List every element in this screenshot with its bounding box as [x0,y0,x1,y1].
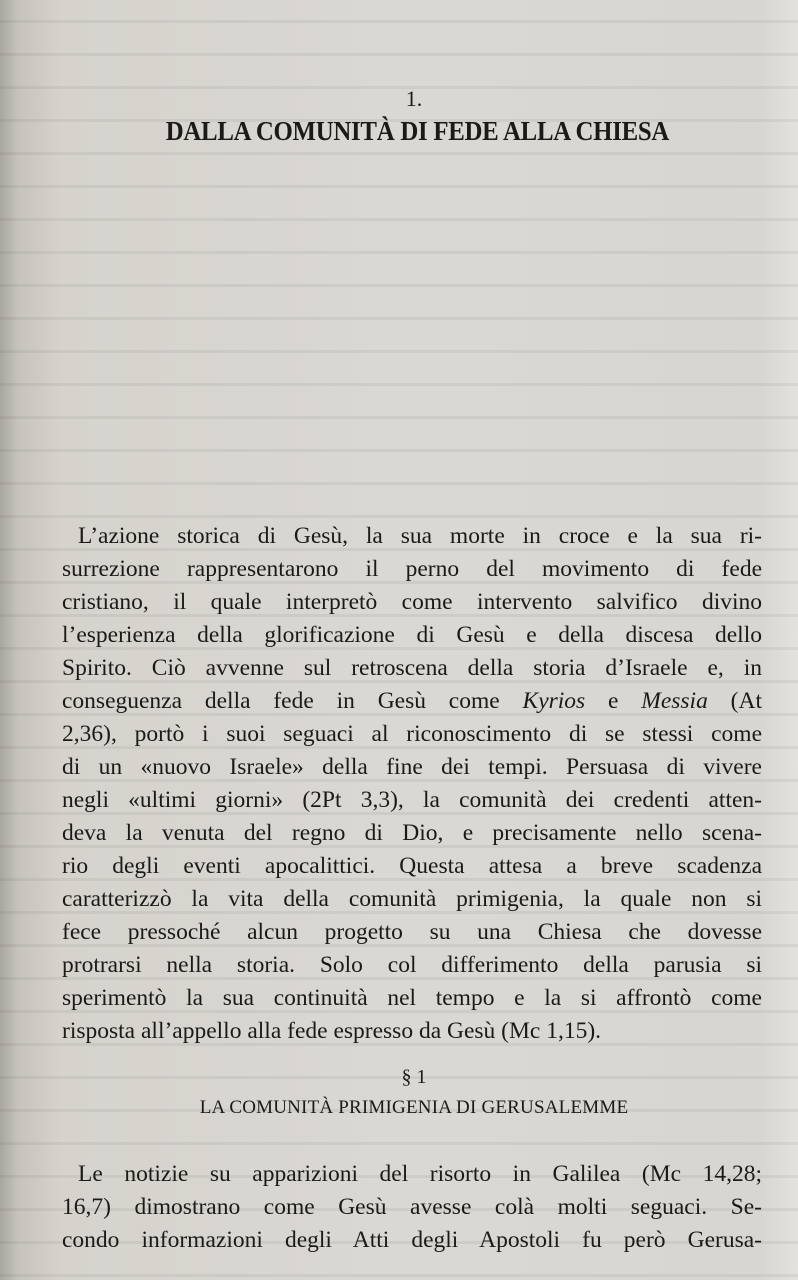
text-line: cristiano, il quale interpretò come intervento salvifico divino [62,589,762,615]
text-line: deva la venuta del regno di Dio, e precisamente nello scena- [62,820,762,846]
text-line: 16,7) dimostrano come Gesù avesse colà molti seguaci. Se- [62,1194,762,1220]
italic-term: Messia [641,688,708,714]
chapter-number: 1. [405,86,423,111]
text-line: rio degli eventi apocalittici. Questa attesa a breve scadenza [62,853,762,879]
section-number: § 1 [401,1066,427,1088]
chapter-title: DALLA COMUNITÀ DI FEDE ALLA CHIESA [165,116,670,146]
text-line: L’azione storica di Gesù, la sua morte in croce e la sua ri- [78,523,762,549]
text-segment: e [585,688,642,714]
text-line: Le notizie su apparizioni del risorto in Galilea (Mc 14,28; [78,1161,762,1187]
text-segment: conseguenza della fede in Gesù come [62,688,523,714]
text-line: condo informazioni degli Atti degli Apostoli fu però Gerusa- [62,1227,762,1253]
text-line: fece pressoché alcun progetto su una Chiesa che dovesse [62,919,762,945]
text-segment: (At [707,688,762,714]
text-line: sperimentò la sua continuità nel tempo e la si affrontò come [62,985,762,1011]
text-line: Spirito. Ciò avvenne sul retroscena della storia d’Israele e, in [62,655,762,681]
text-line: negli «ultimi giorni» (2Pt 3,3), la comunità dei credenti atten- [62,787,762,813]
text-line: 2,36), portò i suoi seguaci al riconoscimento di se stessi come [62,721,762,747]
paragraph-1 [62,520,762,1048]
text-line [62,685,762,718]
text-line: protrarsi nella storia. Solo col differimento della parusia si [62,952,762,978]
text-line: surrezione rappresentarono il perno del movimento di fede [62,556,762,582]
section-title: LA COMUNITÀ PRIMIGENIA DI GERUSALEMME [199,1097,629,1118]
text-line: risposta all’appello alla fede espresso da Gesù (Mc 1,15). [62,1018,602,1044]
italic-term: Kyrios [522,688,586,714]
text-line: l’esperienza della glorificazione di Gesù e della discesa dello [62,622,762,648]
text-line: di un «nuovo Israele» della fine dei tempi. Persuasa di vivere [62,754,762,780]
paragraph-2 [62,1158,762,1257]
text-line: caratterizzò la vita della comunità primigenia, la quale non si [62,886,762,912]
